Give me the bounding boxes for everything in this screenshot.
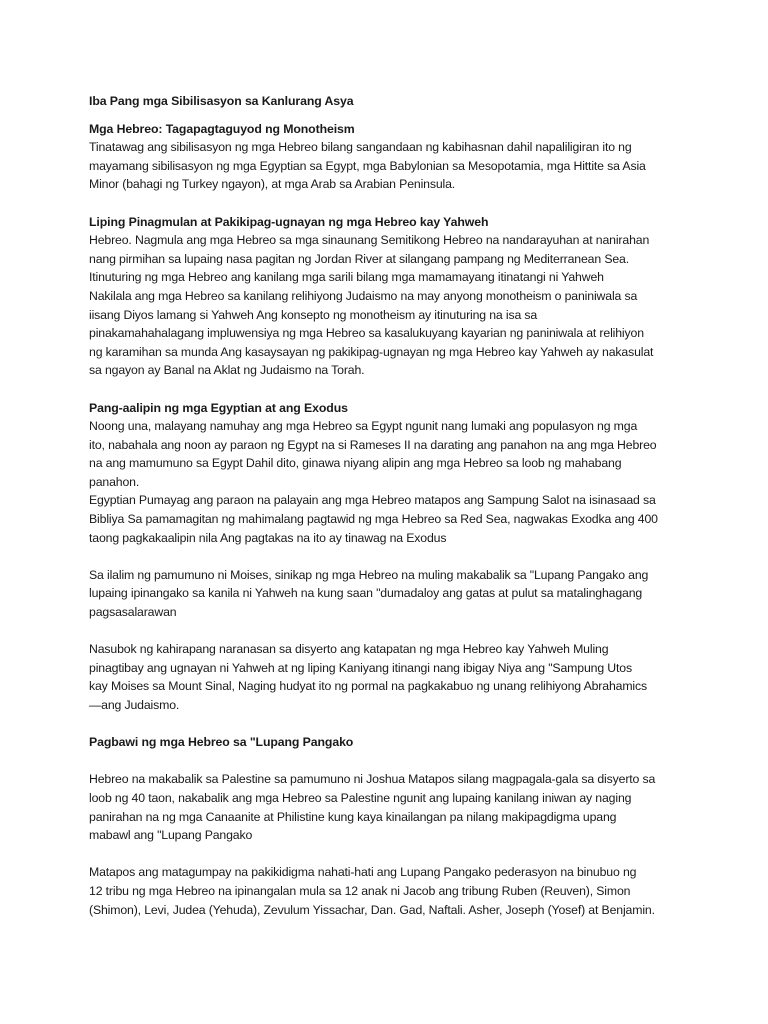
section-heading-hebreo-monotheism: Mga Hebreo: Tagapagtaguyod ng Monotheism <box>89 121 355 136</box>
section-heading-liping-pinagmulan: Liping Pinagmulan at Pakikipag-ugnayan ng mga Hebreo kay Yahweh <box>89 214 489 229</box>
paragraph-spacer <box>89 380 689 399</box>
paragraph-spacer <box>89 194 689 213</box>
section-paragraph: Nasubok ng kahirapang naranasan sa disyerto ang katapatan ng mga Hebreo kay Yahweh Muling pinagtibay ang ugnayan ni Yahweh at ng liping Kaniyang itinangi nang ibigay Niya ang "Sampung Utos kay Moises sa Mount Sinal, Naging hudyat ito ng pormal na pagkakabuo ng unang relihiyong Abrahamics —ang Judaismo. <box>89 642 647 712</box>
section-paragraph: Tinatawag ang sibilisasyon ng mga Hebreo bilang sangandaan ng kabihasnan dahil napaliligiran ito ng mayamang sibilisasyon ng mga Egyptian sa Egypt, mga Babylonian sa Mesopotamia, mga Hittite sa Asia Minor (bahagi ng Turkey ngayon), at mga Arab sa Arabian Peninsula. <box>89 140 646 192</box>
document-title: Iba Pang mga Sibilisasyon sa Kanlurang Asya <box>89 94 354 108</box>
section-heading-pagbawi: Pagbawi ng mga Hebreo sa "Lupang Pangako <box>89 735 354 750</box>
section-paragraph: Noong una, malayang namuhay ang mga Hebreo sa Egypt ngunit nang lumaki ang populasyon ng mga ito, nabahala ang noon ay paraon ng Egypt na si Rameses II na darating ang panahon na ang mga Hebreo na ang mamumuno sa Egypt Dahil dito, ginawa niyang alipin ang mga Hebreo sa loob ng mahabang panahon. Egyptian Pumayag ang paraon na palayain ang mga Hebreo matapos ang Sampung Salot na isinasaad sa Bibliya Sa pamamagitan ng mahimalang pagtawid ng mga Hebreo sa Red Sea, nagwakas Exodka ang 400 taong pagkakaalipin nila Ang pagtakas na ito ay tinawag na Exodus <box>89 419 658 545</box>
paragraph-spacer <box>89 752 689 771</box>
section-paragraph: Sa ilalim ng pamumuno ni Moises, sinikap ng mga Hebreo na muling makabalik sa "Lupang Pangako ang lupaing ipinangako sa kanila ni Yahweh na kung saan "dumadaloy ang gatas at pulut sa matalinghagang pagsasalarawan <box>89 567 649 620</box>
paragraph-spacer <box>89 715 689 734</box>
section-paragraph: Hebreo na makabalik sa Palestine sa pamumuno ni Joshua Matapos silang magpagala-gala sa disyerto sa loob ng 40 taon, nakabalik ang mga Hebreo sa Palestine ngunit ang lupaing kanilang iniwan ay naging panirahan na ng mga Canaanite at Philistine kung kaya kinailangan pa nilang makipagdigma upang mabawl ang "Lupang Pangako <box>89 772 656 843</box>
paragraph-spacer <box>89 845 689 864</box>
section-paragraph: Matapos ang matagumpay na pakikidigma nahati-hati ang Lupang Pangako pederasyon na binubuo ng 12 tribu ng mga Hebreo na ipinangalan mula sa 12 anak ni Jacob ang tribung Ruben (Reuven), Simon (Shimon), Levi, Judea (Yehuda), Zevulum Yissachar, Dan. Gad, Naftali. Asher, Joseph (Yosef) at Benjamin. <box>89 865 655 917</box>
section-paragraph: Hebreo. Nagmula ang mga Hebreo sa mga sinaunang Semitikong Hebreo na nandarayuhan at nanirahan nang pirmihan sa lupaing nasa pagitan ng Jordan River at silangang pampang ng Mediterranean Sea. Itinuturing ng mga Hebreo ang kanilang mga sarili bilang mga mamamayang itinatangi ni Yahweh Nakilala ang mga Hebreo sa kanilang relihiyong Judaismo na may anyong monotheism o paniniwala sa iisang Diyos lamang si Yahweh Ang konsepto ng monotheism ay itinuturing na isa sa pinakamahahalagang impluwensiya ng mga Hebreo sa kasalukuyang kayarian ng paniniwala at relihiyon ng karamihan sa munda Ang kasaysayan ng pakikipag-ugnayan ng mga Hebreo kay Yahweh ay nakasulat sa ngayon ay Banal na Aklat ng Judaismo na Torah. <box>89 233 654 378</box>
paragraph-spacer <box>89 547 689 566</box>
document-body <box>89 92 689 919</box>
section-heading-exodus: Pang-aalipin ng mga Egyptian at ang Exodus <box>89 400 348 415</box>
paragraph-spacer <box>89 622 689 641</box>
